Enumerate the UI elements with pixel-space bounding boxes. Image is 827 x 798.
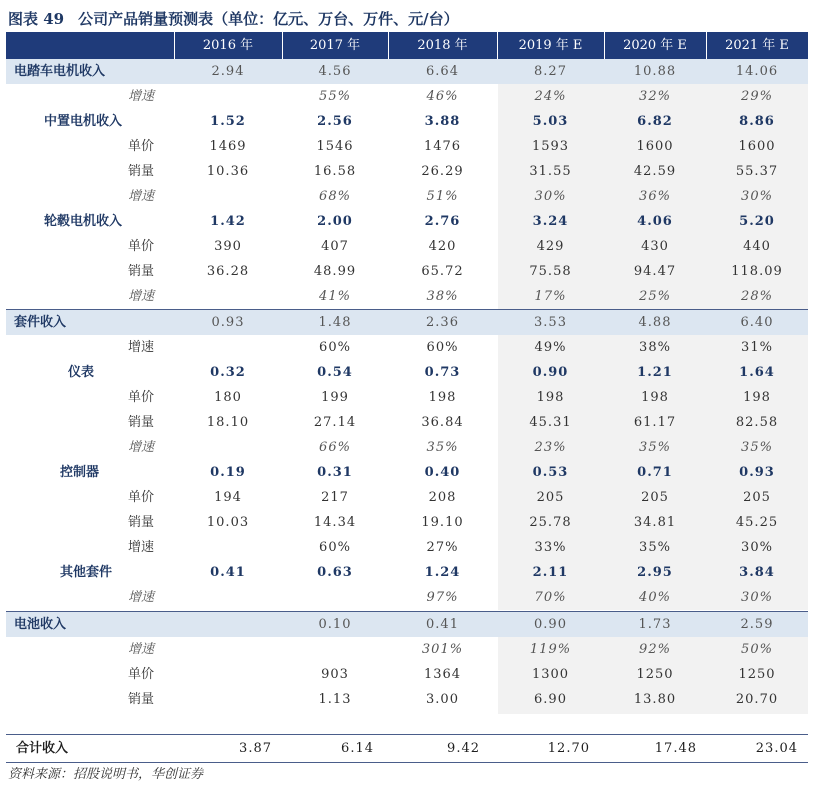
row-value: 1.24 [424,565,461,580]
row-value: 0.93 [739,465,775,480]
header-year: 2019 年 E [518,38,583,53]
row-value: 1476 [423,139,462,154]
row-value: 1600 [636,139,674,154]
figure-number: 图表 49 [8,10,65,28]
row-value: 35% [426,440,459,455]
row-value: 1.42 [210,214,246,229]
row-value: 6.40 [740,315,774,330]
row-value: 35% [639,440,671,455]
row-value: 1.48 [318,315,352,330]
row-value: 0.71 [637,465,673,480]
row-value: 27.14 [313,415,357,430]
row-label: 销量 [128,264,155,279]
row-label: 增速 [128,340,155,355]
row-value: 55% [319,89,351,104]
row-value: 75.58 [529,264,572,279]
total-value: 12.70 [547,741,590,756]
table-row [6,209,808,234]
table-row [6,460,808,485]
table-row [6,662,808,687]
row-value: 14.06 [735,64,779,79]
row-value: 205 [743,490,771,505]
row-value: 32% [639,89,671,104]
row-value: 0.31 [317,465,353,480]
row-value: 118.09 [731,264,783,279]
table-row [6,585,808,610]
section-row [6,310,808,335]
row-value: 36.84 [421,415,464,430]
row-label: 套件收入 [14,315,67,330]
row-value: 0.32 [210,365,246,380]
row-value: 19.10 [421,515,464,530]
row-value: 31% [741,340,773,355]
row-label: 中置电机收入 [44,114,123,129]
total-value: 17.48 [654,741,697,756]
section-row [6,612,808,637]
row-value: 1600 [738,139,776,154]
row-value: 24% [534,89,567,104]
section-divider [6,309,808,310]
row-value: 55.37 [735,164,779,179]
row-value [174,284,282,309]
row-label: 电池收入 [14,617,67,632]
row-value: 30% [534,189,567,204]
row-value: 301% [421,642,464,657]
row-value: 1546 [316,139,354,154]
table-row [6,637,808,662]
row-value: 3.84 [739,565,775,580]
figure-caption: 公司产品销量预测表（单位：亿元、万台、万件、元/台） [78,10,459,28]
row-value: 198 [641,390,669,405]
row-label: 单价 [128,490,155,505]
row-label: 增速 [128,540,155,555]
row-value: 0.63 [317,565,353,580]
row-value: 1300 [531,667,570,682]
row-value [174,612,282,637]
row-value: 407 [321,239,349,254]
row-value [174,184,282,209]
row-label: 其他套件 [60,565,113,580]
table-row [6,410,808,435]
header-year: 2021 年 E [725,38,789,53]
table-row [6,385,808,410]
row-value: 18.10 [206,415,250,430]
row-value: 2.00 [317,214,353,229]
table-row [6,184,808,209]
source-note: 资料来源：招股说明书，华创证券 [8,767,204,782]
table-bottom-rule [6,762,808,763]
table-row [6,335,808,360]
row-value: 390 [214,239,242,254]
row-value: 35% [741,440,773,455]
row-value: 38% [426,289,459,304]
row-value: 60% [319,340,351,355]
row-value: 2.94 [211,64,245,79]
row-label: 销量 [128,415,155,430]
row-value: 6.64 [426,64,459,79]
row-value: 60% [319,540,351,555]
table-row [6,234,808,259]
row-label: 增速 [128,289,155,304]
total-value: 6.14 [341,741,374,756]
row-value: 10.88 [633,64,677,79]
row-value: 94.47 [633,264,677,279]
row-value [174,84,282,109]
row-value: 33% [534,540,567,555]
row-value: 8.27 [534,64,567,79]
row-value: 0.41 [210,565,246,580]
row-value: 40% [639,590,671,605]
row-value: 61.17 [633,415,677,430]
section-divider [6,611,808,612]
row-value: 3.24 [532,214,569,229]
row-value: 50% [741,642,773,657]
row-value: 0.10 [318,617,352,632]
row-value: 1.73 [638,617,672,632]
row-value: 26.29 [421,164,464,179]
row-value: 420 [428,239,457,254]
header-year: 2017 年 [309,38,361,53]
row-label: 增速 [128,89,155,104]
row-value: 3.00 [426,692,459,707]
total-label: 合计收入 [16,741,69,756]
row-value: 217 [321,490,349,505]
row-value: 0.40 [424,465,461,480]
row-label: 增速 [128,189,155,204]
header-year: 2018 年 [417,38,468,53]
row-value: 198 [536,390,565,405]
row-value: 2.11 [532,565,569,580]
table-row [6,134,808,159]
row-value: 1.52 [210,114,246,129]
row-value: 0.41 [426,617,459,632]
row-value: 60% [426,340,459,355]
row-value [282,637,388,662]
row-label: 控制器 [60,465,100,480]
header-year: 2020 年 E [623,38,687,53]
row-value [174,435,282,460]
table-row [6,485,808,510]
table-row [6,284,808,309]
row-value: 48.99 [313,264,357,279]
row-value: 4.56 [318,64,352,79]
row-value: 2.95 [637,565,673,580]
row-value: 92% [639,642,671,657]
row-value: 28% [741,289,773,304]
table-row [6,109,808,134]
row-value: 27% [426,540,459,555]
row-value [174,535,282,560]
row-value: 25.78 [529,515,572,530]
row-value: 5.20 [739,214,775,229]
row-value: 3.88 [424,114,461,129]
row-value: 0.73 [424,365,461,380]
table-row [6,687,808,712]
row-value: 97% [426,590,459,605]
row-value: 31.55 [529,164,572,179]
row-value: 0.19 [210,465,246,480]
header-year: 2016 年 [202,38,254,53]
row-value: 25% [639,289,671,304]
table-row [6,360,808,385]
row-value: 36.28 [206,264,250,279]
row-value: 0.54 [317,365,353,380]
section-row [6,59,808,84]
row-label: 电踏车电机收入 [14,64,106,79]
row-value: 45.31 [529,415,572,430]
row-value: 6.82 [637,114,673,129]
row-value: 10.36 [206,164,250,179]
total-value: 3.87 [239,741,272,756]
row-value: 1.13 [318,692,352,707]
total-value: 9.42 [447,741,480,756]
row-value: 198 [743,390,771,405]
row-value: 35% [639,540,671,555]
table-row [6,159,808,184]
row-value: 0.90 [534,617,567,632]
row-value: 8.86 [739,114,775,129]
total-row [6,736,808,761]
row-value: 10.03 [206,515,250,530]
row-value: 180 [214,390,242,405]
row-label: 单价 [128,667,155,682]
row-value: 6.90 [534,692,567,707]
row-value: 17% [534,289,567,304]
row-label: 增速 [128,440,155,455]
row-value: 2.59 [740,617,774,632]
row-value: 429 [536,239,565,254]
row-value: 1.64 [739,365,775,380]
table-row [6,435,808,460]
row-value: 68% [319,189,351,204]
row-label: 轮毂电机收入 [44,214,123,229]
row-value: 903 [321,667,349,682]
table-row [6,535,808,560]
row-value: 29% [741,89,773,104]
row-label: 销量 [128,692,155,707]
row-value: 1469 [209,139,247,154]
row-value [174,662,282,687]
row-value: 440 [743,239,771,254]
row-value: 1250 [738,667,776,682]
row-value: 5.03 [532,114,569,129]
table-row [6,84,808,109]
row-value: 2.56 [317,114,353,129]
row-value: 1.21 [637,365,673,380]
row-value: 1593 [531,139,570,154]
row-label: 增速 [128,642,155,657]
row-value: 2.76 [424,214,461,229]
row-label: 增速 [128,590,155,605]
row-label: 单价 [128,139,155,154]
table-title [8,6,459,32]
row-value: 49% [534,340,567,355]
row-value: 2.36 [426,315,459,330]
row-value: 4.88 [638,315,672,330]
row-value: 30% [741,540,773,555]
row-value: 208 [428,490,457,505]
row-value [174,687,282,712]
row-value: 38% [639,340,671,355]
row-label: 销量 [128,164,155,179]
row-value: 23% [534,440,567,455]
row-value: 20.70 [735,692,779,707]
row-value: 0.90 [532,365,569,380]
row-value: 205 [536,490,565,505]
row-value: 430 [641,239,669,254]
row-value: 51% [426,189,459,204]
row-value: 16.58 [313,164,357,179]
row-value [174,585,282,610]
table-row [6,510,808,535]
row-value: 45.25 [735,515,779,530]
row-value: 13.80 [633,692,677,707]
row-label: 仪表 [68,365,95,380]
row-value: 14.34 [313,515,357,530]
row-value: 1364 [423,667,462,682]
table-header [6,32,808,59]
section-divider [6,734,808,735]
row-value: 30% [741,189,773,204]
row-value [174,637,282,662]
table-row [6,560,808,585]
row-value: 41% [319,289,351,304]
row-value [174,335,282,360]
row-value: 1250 [636,667,674,682]
row-value: 30% [741,590,773,605]
row-value: 3.53 [534,315,567,330]
row-value: 82.58 [735,415,779,430]
row-value: 66% [319,440,351,455]
row-value: 4.06 [637,214,673,229]
row-value: 119% [529,642,572,657]
row-label: 销量 [128,515,155,530]
row-value [282,585,388,610]
row-value: 70% [534,590,567,605]
row-value: 36% [639,189,671,204]
table-row [6,259,808,284]
row-value: 194 [214,490,242,505]
row-value: 198 [428,390,457,405]
row-value: 205 [641,490,669,505]
row-value: 34.81 [633,515,677,530]
row-label: 单价 [128,390,155,405]
row-value: 46% [426,89,459,104]
total-value: 23.04 [755,741,798,756]
row-value: 0.93 [211,315,245,330]
row-value: 0.53 [532,465,569,480]
row-value: 199 [321,390,349,405]
row-value: 65.72 [421,264,464,279]
row-label: 单价 [128,239,155,254]
row-value: 42.59 [633,164,677,179]
